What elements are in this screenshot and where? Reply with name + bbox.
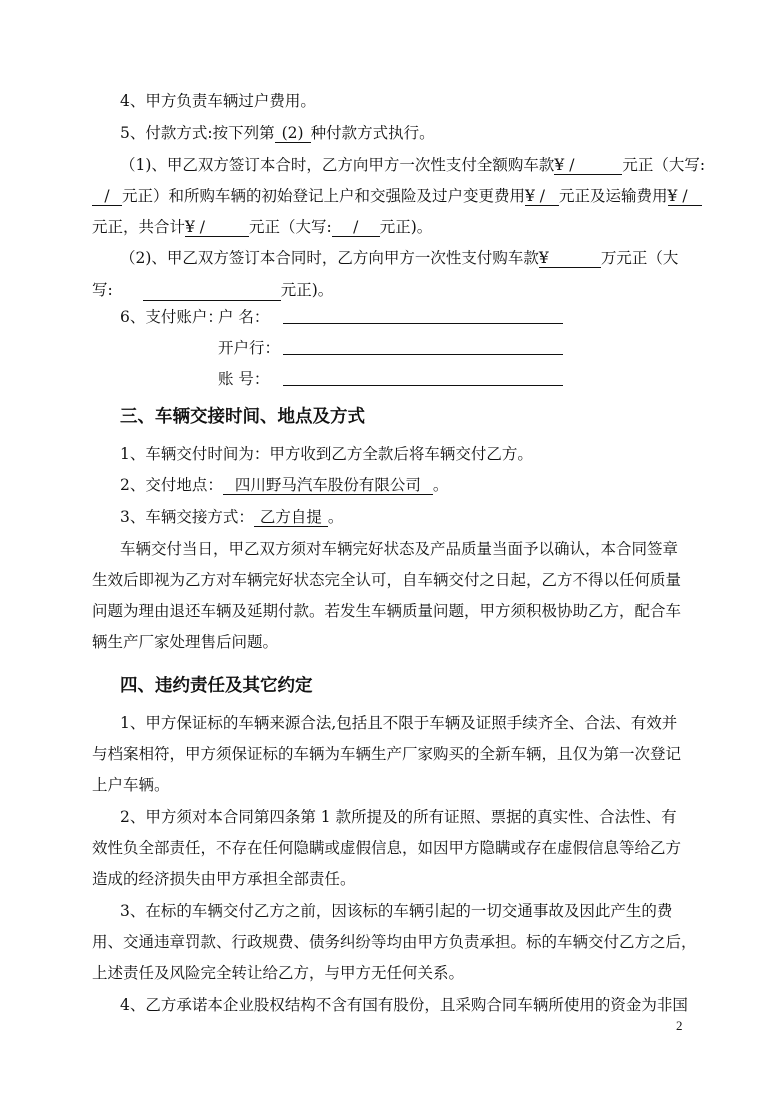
bank-label: 开户行： bbox=[218, 339, 281, 357]
bank-line bbox=[283, 353, 563, 355]
clause-5-2-line-1: （2)、甲乙双方签订本合同时，乙方向甲方一次性支付购车款¥ 万元正（大 bbox=[120, 249, 679, 267]
account-number-line bbox=[283, 384, 563, 386]
total-amount: ¥ / bbox=[185, 218, 249, 237]
section-3-clause-2: 2、交付地点： 四川野马汽车股份有限公司 。 bbox=[120, 476, 449, 494]
full-payment-amount: ¥ / bbox=[554, 156, 622, 175]
section-4-clause-1-line-3: 上户车辆。 bbox=[92, 776, 170, 794]
section-4-title: 四、违约责任及其它约定 bbox=[120, 676, 313, 696]
delivery-location: 四川野马汽车股份有限公司 bbox=[223, 476, 433, 495]
section-4-clause-2-line-1: 2、甲方须对本合同第四条第 1 款所提及的所有证照、票据的真实性、合法性、有 bbox=[120, 808, 677, 826]
section-4-clause-3-line-2: 用、交通违章罚款、行政规费、债务纠纷等均由甲方负责承担。标的车辆交付乙方之后， bbox=[92, 933, 697, 951]
section-4-clause-3-line-3: 上述责任及风险完全转让给乙方，与甲方无任何关系。 bbox=[92, 964, 465, 982]
section-4-clause-2-line-2: 效性负全部责任，不存在任何隐瞒或虚假信息，如因甲方隐瞒或存在虚假信息等给乙方 bbox=[92, 839, 682, 857]
account-name-label: 户 名： bbox=[218, 308, 270, 326]
section-3-clause-1: 1、车辆交付时间为：甲方收到乙方全款后将车辆交付乙方。 bbox=[120, 445, 533, 463]
section-3-title: 三、车辆交接时间、地点及方式 bbox=[120, 407, 365, 427]
payment-method-number: (2) bbox=[275, 124, 311, 143]
clause-5-1-line-2: / 元正）和所购车辆的初始登记上户和交强险及过户变更费用¥ / 元正及运输费用¥ / bbox=[92, 185, 732, 207]
section-3-para-line-1: 车辆交付当日，甲乙双方须对车辆完好状态及产品质量当面予以确认，本合同签章 bbox=[120, 540, 679, 558]
account-name-line bbox=[283, 322, 563, 324]
section-3-para-line-3: 问题为理由退还车辆及延期付款。若发生车辆质量问题，甲方须积极协助乙方，配合车 bbox=[92, 602, 682, 620]
section-3-para-line-4: 辆生产厂家处理售后问题。 bbox=[92, 633, 279, 651]
section-4-clause-4-line-1: 4、乙方承诺本企业股权结构不含有国有股份，且采购合同车辆所使用的资金为非国 bbox=[120, 996, 688, 1014]
delivery-method: 乙方自提 bbox=[254, 508, 328, 527]
section-3-clause-3: 3、车辆交接方式： 乙方自提 。 bbox=[120, 508, 344, 526]
page-number: 2 bbox=[676, 1018, 683, 1033]
purchase-amount: ¥ bbox=[539, 249, 601, 268]
clause-4: 4、甲方负责车辆过户费用。 bbox=[120, 92, 316, 110]
account-heading: 6、支付账户： bbox=[120, 308, 223, 326]
account-number-label: 账 号： bbox=[218, 370, 270, 388]
clause-5: 5、付款方式:按下列第 (2) 种付款方式执行。 bbox=[120, 124, 435, 142]
section-4-clause-3-line-1: 3、在标的车辆交付乙方之前，因该标的车辆引起的一切交通事故及因此产生的费 bbox=[120, 902, 673, 920]
section-4-clause-1-line-1: 1、甲方保证标的车辆来源合法,包括且不限于车辆及证照手续齐全、合法、有效并 bbox=[120, 714, 678, 732]
clause-5-2-line-2: 写: 元正)。 bbox=[92, 281, 334, 299]
clause-5-1-line-3: 元正，共合计¥ / 元正（大写: / 元正)。 bbox=[92, 218, 433, 236]
clause-5-1-line-1: （1)、甲乙双方签订本合时，乙方向甲方一次性支付全额购车款¥ / 元正（大写: bbox=[120, 156, 706, 174]
section-4-clause-2-line-3: 造成的经济损失由甲方承担全部责任。 bbox=[92, 870, 356, 888]
registration-fee: ¥ / bbox=[525, 187, 559, 206]
purchase-amount-in-words bbox=[143, 282, 281, 301]
section-3-para-line-2: 生效后即视为乙方对车辆完好状态完全认可，自车辆交付之日起，乙方不得以任何质量 bbox=[92, 571, 682, 589]
amount-in-words-1: / bbox=[92, 187, 122, 206]
shipping-fee: ¥ / bbox=[668, 187, 702, 206]
section-4-clause-1-line-2: 与档案相符，甲方须保证标的车辆为车辆生产厂家购买的全新车辆，且仅为第一次登记 bbox=[92, 745, 682, 763]
total-in-words: / bbox=[332, 218, 380, 237]
